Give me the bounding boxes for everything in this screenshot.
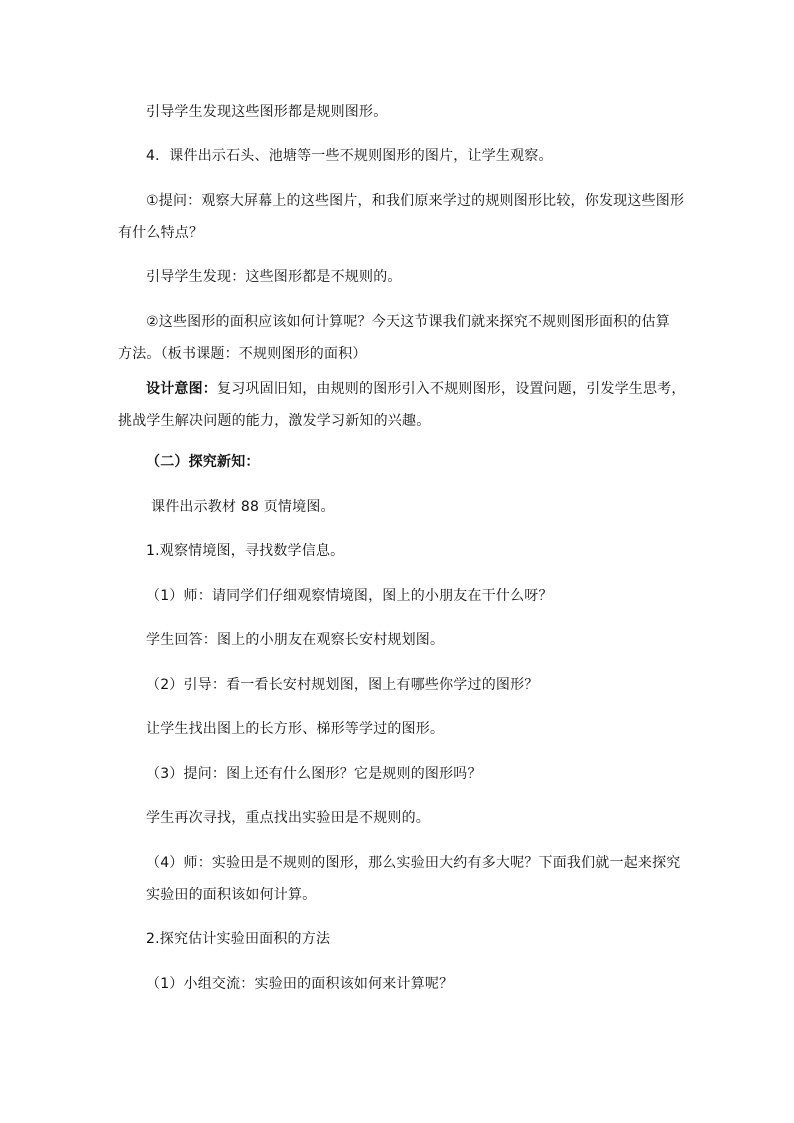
paragraph-line: 4．课件出示石头、池塘等一些不规则图形的图片，让学生观察。 [146, 148, 553, 164]
paragraph-line: 有什么特点？ [118, 225, 204, 241]
paragraph-line: 学生再次寻找，重点找出实验田是不规则的。 [146, 810, 430, 826]
paragraph-line: 让学生找出图上的长方形、梯形等学过的图形。 [146, 721, 445, 737]
paragraph-line: ①提问：观察大屏幕上的这些图片，和我们原来学过的规则图形比较，你发现这些图形 [146, 193, 685, 209]
paragraph-line: （1）师：请同学们仔细观察情境图，图上的小朋友在干什么呀？ [146, 588, 553, 604]
paragraph-line: （1）小组交流：实验田的面积该如何来计算呢？ [146, 976, 454, 992]
paragraph-line: （3）提问：图上还有什么图形？它是规则的图形吗？ [146, 766, 482, 782]
paragraph-line: 设计意图：复习巩固旧知，由规则的图形引入不规则图形，设置问题，引发学生思考， [146, 381, 686, 397]
section-heading: （二）探究新知： [146, 454, 260, 470]
paragraph-line: 实验田的面积该如何计算。 [146, 887, 317, 903]
paragraph-line: 挑战学生解决问题的能力，激发学习新知的兴趣。 [118, 413, 431, 429]
paragraph-line: 引导学生发现：这些图形都是不规则的。 [146, 269, 402, 285]
paragraph-line: ②这些图形的面积应该如何计算呢？今天这节课我们就来探究不规则图形面积的估算 [146, 314, 670, 330]
paragraph-line: 学生回答：图上的小朋友在观察长安村规划图。 [146, 632, 445, 648]
paragraph-line: 引导学生发现这些图形都是规则图形。 [146, 104, 388, 120]
design-intent-label: 设计意图： [146, 381, 217, 397]
paragraph-line: 课件出示教材 88 页情境图。 [151, 499, 335, 515]
paragraph-line: 1.观察情境图，寻找数学信息。 [146, 543, 345, 559]
paragraph-line: 2.探究估计实验田面积的方法 [146, 931, 331, 947]
paragraph-line: 方法。（板书课题：不规则图形的面积） [118, 346, 367, 362]
paragraph-line: （4）师：实验田是不规则的图形，那么实验田大约有多大呢？下面我们就一起来探究 [146, 855, 681, 871]
paragraph-line: （2）引导：看一看长安村规划图，图上有哪些你学过的图形？ [146, 677, 539, 693]
